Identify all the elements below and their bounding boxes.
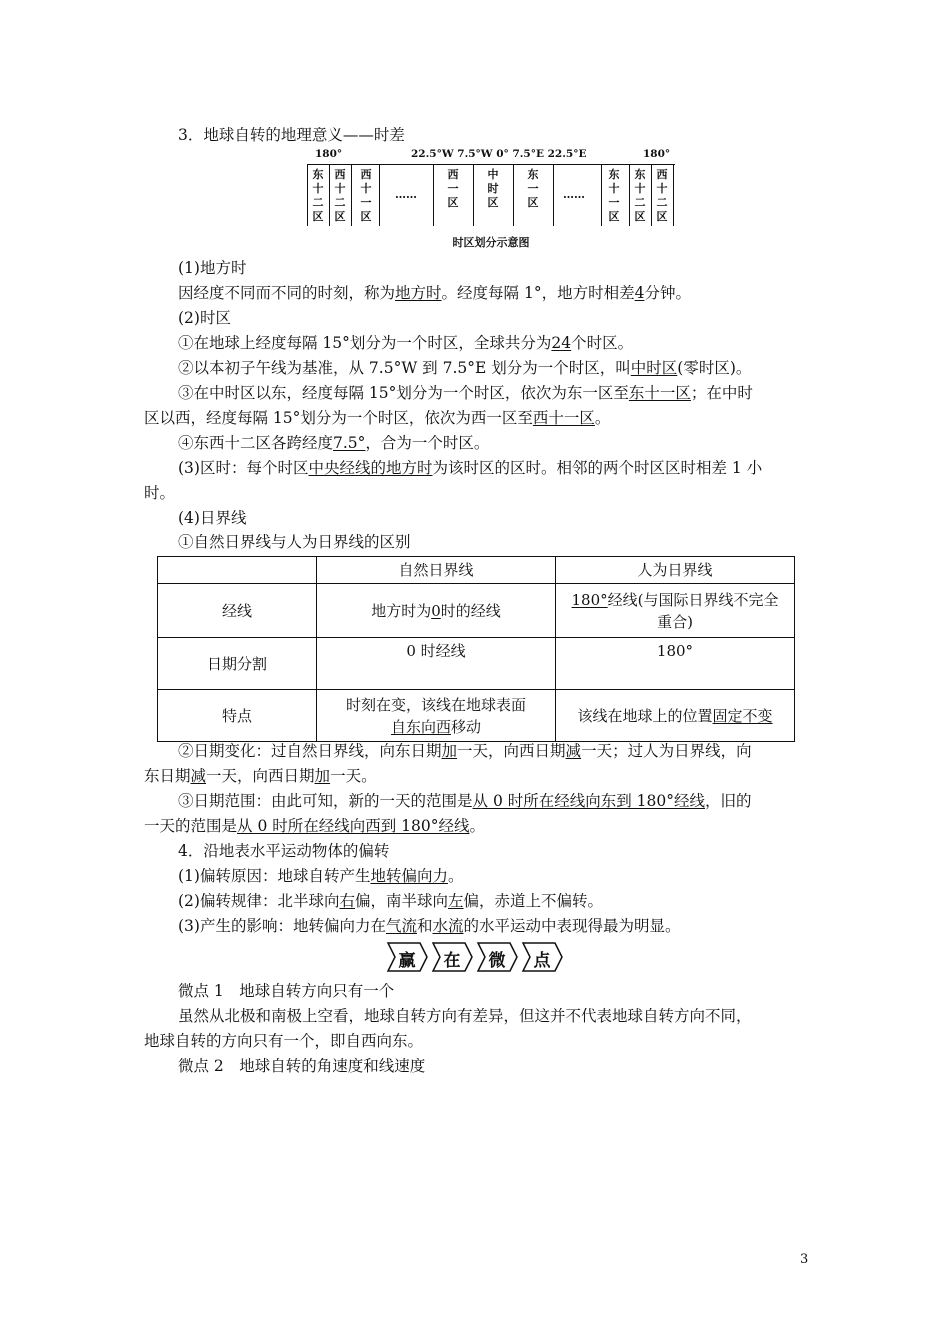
micro-point-1-text: 虽然从北极和南极上空看，地球自转方向有差异，但这并不代表地球自转方向不同， [178,1007,752,1025]
table-header-natural: 自然日界线 [317,557,556,584]
diagram-label-left-180: 180° [315,148,343,160]
deflection-cause: (1)偏转原因：地球自转产生地转偏向力。 [178,867,464,885]
diagram-tick [329,164,330,226]
zone-label: 东 十 一 区 [608,168,620,223]
table-cell: 0 时经线 [317,638,556,690]
micro-point-1-text-cont: 地球自转的方向只有一个，即自西向东。 [144,1032,424,1050]
date-line-subheading-1: ①自然日界线与人为日界线的区别 [178,533,411,551]
table-cell: 时刻在变，该线在地球表面 自东向西移动 [317,690,556,742]
time-zone-item-2: ②以本初子午线为基准，从 7.5°W 到 7.5°E 划分为一个时区，叫中时区(零时区)。 [178,359,752,377]
diagram-tick [601,164,602,226]
diagram-tick [513,164,514,226]
table-cell: 180° [556,638,795,690]
micro-point-2-title: 微点 2 地球自转的角速度和线速度 [178,1057,426,1075]
zone-label: 西 十 一 区 [360,168,372,223]
micro-point-1-title: 微点 1 地球自转方向只有一个 [178,982,395,1000]
zone-label: 西 十 二 区 [334,168,346,223]
zone-time-paragraph: (3)区时：每个时区中央经线的地方时为该时区的区时。相邻的两个时区区时相差 1 小 [178,459,763,477]
diagram-tick [651,164,652,226]
table-header-empty [158,557,317,584]
diagram-label-right-180: 180° [643,148,671,160]
zone-label: 西 一 区 [447,168,459,209]
diagram-tick [433,164,434,226]
date-line-heading: (4)日界线 [178,509,247,527]
page-number: 3 [800,1252,809,1267]
zone-label: 东 十 二 区 [312,168,324,223]
date-range-paragraph-cont: 一天的范围是从 0 时所在经线向西到 180°经线。 [144,817,486,835]
banner-chevron: 赢 [386,942,428,972]
diagram-tick [473,164,474,226]
diagram-tick [629,164,630,226]
zone-ellipsis: …… [395,188,417,201]
zone-time-paragraph-cont: 时。 [144,484,176,502]
banner-chevron: 点 [521,942,563,972]
table-cell: 180°经线(与国际日界线不完全 重合) [556,584,795,638]
table-cell: 该线在地球上的位置固定不变 [556,690,795,742]
date-range-paragraph: ③日期范围：由此可知，新的一天的范围是从 0 时所在经线向东到 180°经线，旧的 [178,792,752,810]
time-zone-item-4: ④东西十二区各跨经度7.5°，合为一个时区。 [178,434,490,452]
table-cell: 地方时为0时的经线 [317,584,556,638]
local-time-heading: (1)地方时 [178,259,247,277]
zone-ellipsis: …… [563,188,585,201]
time-zone-item-3-cont: 区以西，经度每隔 15°划分为一个时区，依次为西一区至西十一区。 [144,409,611,427]
diagram-tick [553,164,554,226]
table-row-label: 日期分割 [158,638,317,690]
diagram-tick [351,164,352,226]
banner-chevron: 在 [431,942,473,972]
date-change-paragraph: ②日期变化：过自然日界线，向东日期加一天，向西日期减一天；过人为日界线，向 [178,742,752,760]
diagram-caption: 时区划分示意图 [452,236,530,249]
deflection-impact: (3)产生的影响：地转偏向力在气流和水流的水平运动中表现得最为明显。 [178,917,681,935]
banner-chevron: 微 [476,942,518,972]
zone-label: 西 十 二 区 [656,168,668,223]
date-change-paragraph-cont: 东日期减一天，向西日期加一天。 [144,767,377,785]
zone-label: 东 十 二 区 [634,168,646,223]
diagram-tick [379,164,380,226]
diagram-tick [307,164,308,226]
section-banner [386,942,563,972]
table-row-label: 经线 [158,584,317,638]
date-line-comparison-table [157,556,795,742]
diagram-label-longitudes: 22.5°W 7.5°W 0° 7.5°E 22.5°E [411,148,587,160]
time-zone-heading: (2)时区 [178,309,231,327]
diagram-tick [673,164,674,226]
deflection-rule: (2)偏转规律：北半球向右偏，南半球向左偏，赤道上不偏转。 [178,892,604,910]
section-4-title: 4．沿地表水平运动物体的偏转 [178,842,390,860]
zone-label: 东 一 区 [527,168,539,209]
section-3-title: 3．地球自转的地理意义——时差 [178,126,405,144]
time-zone-item-1: ①在地球上经度每隔 15°划分为一个时区，全球共分为24个时区。 [178,334,634,352]
table-row-label: 特点 [158,690,317,742]
time-zone-item-3: ③在中时区以东，经度每隔 15°划分为一个时区，依次为东一区至东十一区；在中时 [178,384,753,402]
time-zone-diagram [307,148,675,248]
local-time-paragraph: 因经度不同而不同的时刻，称为地方时。经度每隔 1°，地方时相差4分钟。 [178,284,691,302]
table-header-artificial: 人为日界线 [556,557,795,584]
diagram-axis [307,164,675,165]
zone-label: 中 时 区 [487,168,499,209]
